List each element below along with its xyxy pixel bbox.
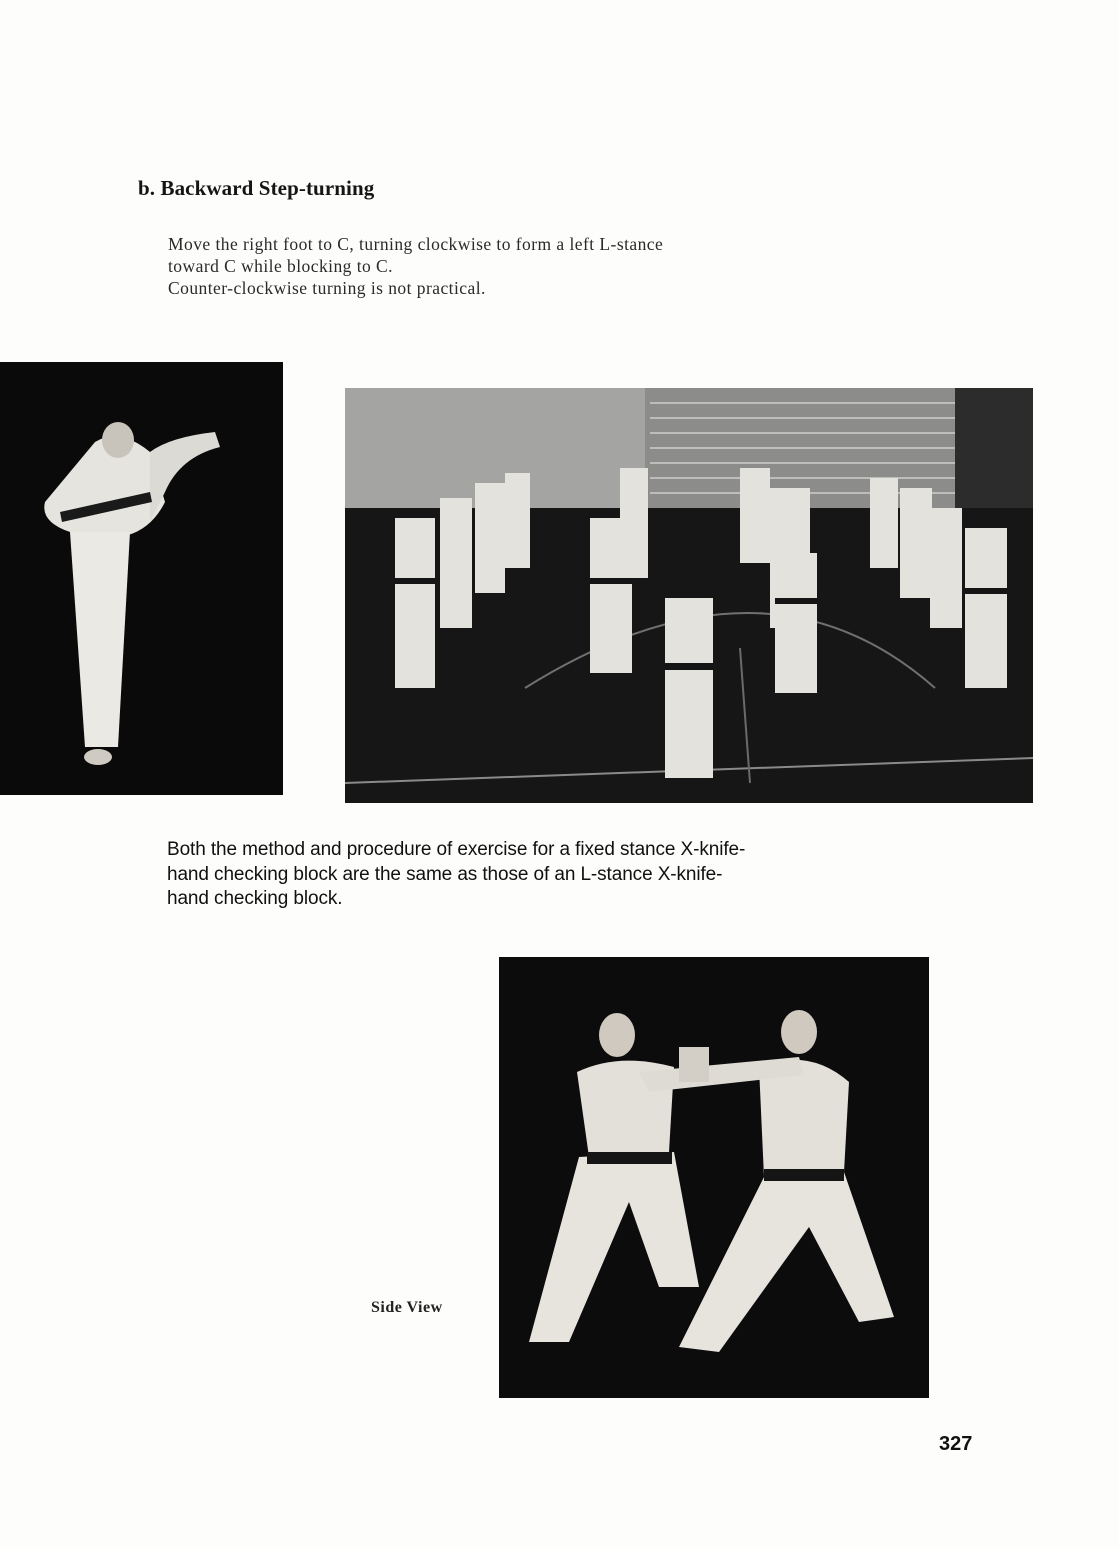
note-line: hand checking block are the same as those of an L-stance X-knife- — [167, 863, 723, 885]
photo-high-kick — [0, 362, 283, 795]
page-number: 327 — [939, 1433, 973, 1455]
photo-side-view — [499, 957, 929, 1398]
exercise-note — [167, 838, 907, 912]
photo-caption-side-view: Side View — [371, 1299, 443, 1316]
note-line: Both the method and procedure of exercise for a fixed stance X-knife- — [167, 839, 746, 860]
section-heading: b. Backward Step-turning — [138, 176, 375, 200]
intro-line: Move the right foot to C, turning clockwise to form a left L-stance — [168, 234, 664, 254]
intro-line: toward C while blocking to C. — [168, 256, 393, 276]
photo-group-practice — [345, 388, 1033, 803]
intro-paragraph — [168, 233, 928, 299]
note-line: hand checking block. — [167, 888, 343, 909]
intro-line: Counter-clockwise turning is not practical. — [168, 278, 486, 298]
